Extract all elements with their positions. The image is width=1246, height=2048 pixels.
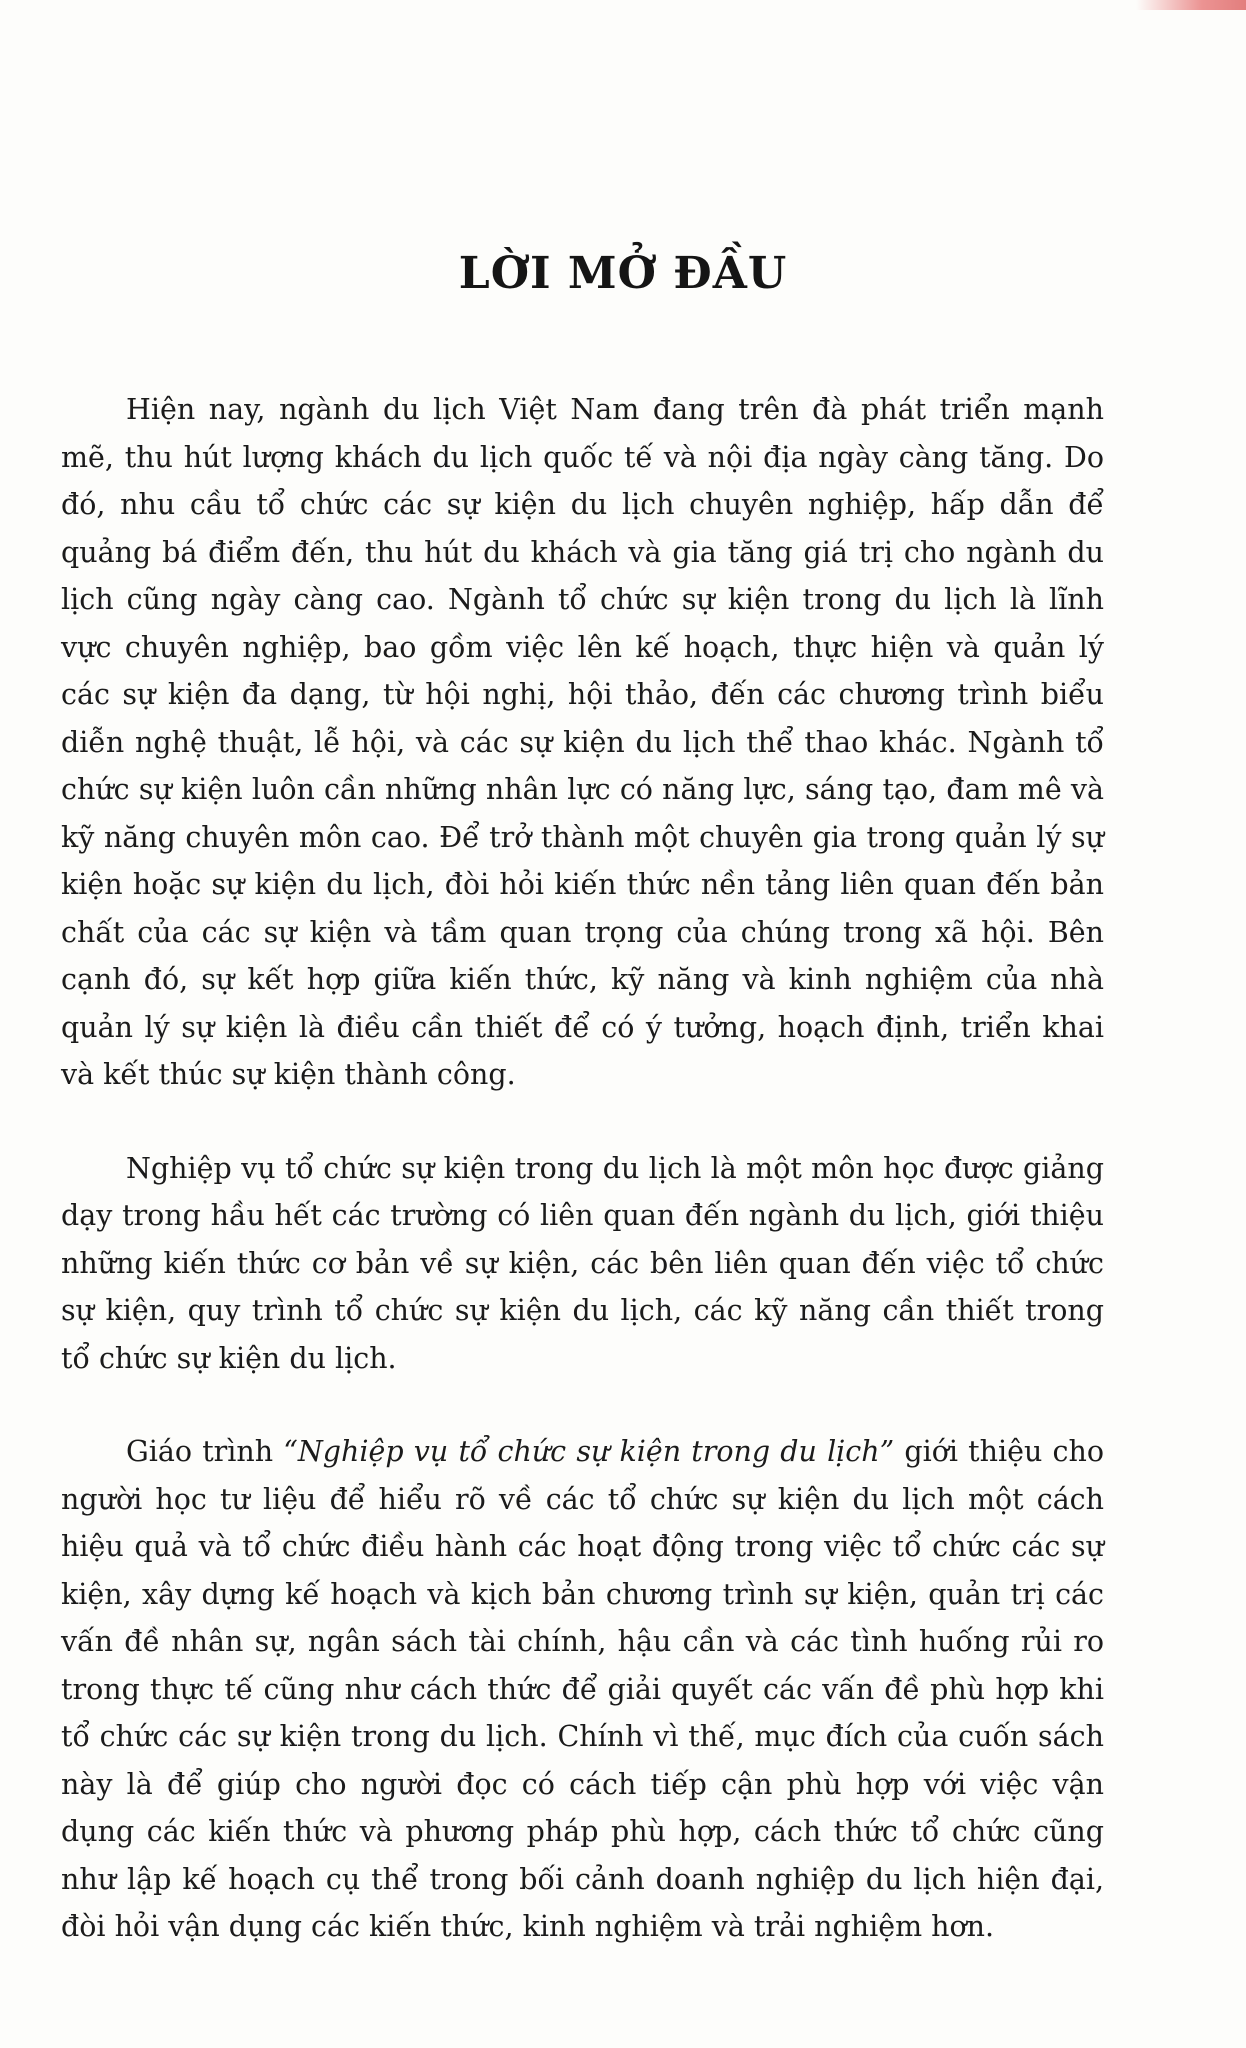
- paragraph-1: Hiện nay, ngành du lịch Việt Nam đang trên đà phát triển mạnh mẽ, thu hút lượng khách du lịch quốc tế và nội địa ngày càng tăng. Do đó, nhu cầu tổ chức các sự kiện du lịch chuyên nghiệp, hấp dẫn để quảng bá điểm đến, thu hút du khách và gia tăng giá trị cho ngành du lịch cũng ngày càng cao. Ngành tổ chức sự kiện trong du lịch là lĩnh vực chuyên nghiệp, bao gồm việc lên kế hoạch, thực hiện và quản lý các sự kiện đa dạng, từ hội nghị, hội thảo, đến các chương trình biểu diễn nghệ thuật, lễ hội, và các sự kiện du lịch thể thao khác. Ngành tổ chức sự kiện luôn cần những nhân lực có năng lực, sáng tạo, đam mê và kỹ năng chuyên môn cao. Để trở thành một chuyên gia trong quản lý sự kiện hoặc sự kiện du lịch, đòi hỏi kiến thức nền tảng liên quan đến bản chất của các sự kiện và tầm quan trọng của chúng trong xã hội. Bên cạnh đó, sự kết hợp giữa kiến thức, kỹ năng và kinh nghiệm của nhà quản lý sự kiện là điều cần thiết để có ý tưởng, hoạch định, triển khai và kết thúc sự kiện thành công.: [61, 393, 1104, 1091]
- corner-color-mark: [1136, 0, 1246, 10]
- body-text: [61, 386, 1104, 1997]
- paragraph-3-lead: Giáo trình: [126, 1435, 284, 1468]
- paragraph-3: [61, 1428, 1104, 1951]
- paragraph-2: Nghiệp vụ tổ chức sự kiện trong du lịch là một môn học được giảng dạy trong hầu hết các trường có liên quan đến ngành du lịch, giới thiệu những kiến thức cơ bản về sự kiện, các bên liên quan đến việc tổ chức sự kiện, quy trình tổ chức sự kiện du lịch, các kỹ năng cần thiết trong tổ chức sự kiện du lịch.: [61, 1151, 1104, 1375]
- book-title-italic: “Nghiệp vụ tổ chức sự kiện trong du lịch”: [283, 1435, 895, 1468]
- paragraph-3-rest: giới thiệu cho người học tư liệu để hiểu rõ về các tổ chức sự kiện du lịch một cách hiệu quả và tổ chức điều hành các hoạt động trong việc tổ chức các sự kiện, xây dựng kế hoạch và kịch bản chương trình sự kiện, quản trị các vấn đề nhân sự, ngân sách tài chính, hậu cần và các tình huống rủi ro trong thực tế cũng như cách thức để giải quyết các vấn đề phù hợp khi tổ chức các sự kiện trong du lịch. Chính vì thế, mục đích của cuốn sách này là để giúp cho người đọc có cách tiếp cận phù hợp với việc vận dụng các kiến thức và phương pháp phù hợp, cách thức tổ chức cũng như lập kế hoạch cụ thể trong bối cảnh doanh nghiệp du lịch hiện đại, đòi hỏi vận dụng các kiến thức, kinh nghiệm và trải nghiệm hơn.: [61, 1435, 1104, 1943]
- page-title: LỜI MỞ ĐẦU: [458, 248, 788, 299]
